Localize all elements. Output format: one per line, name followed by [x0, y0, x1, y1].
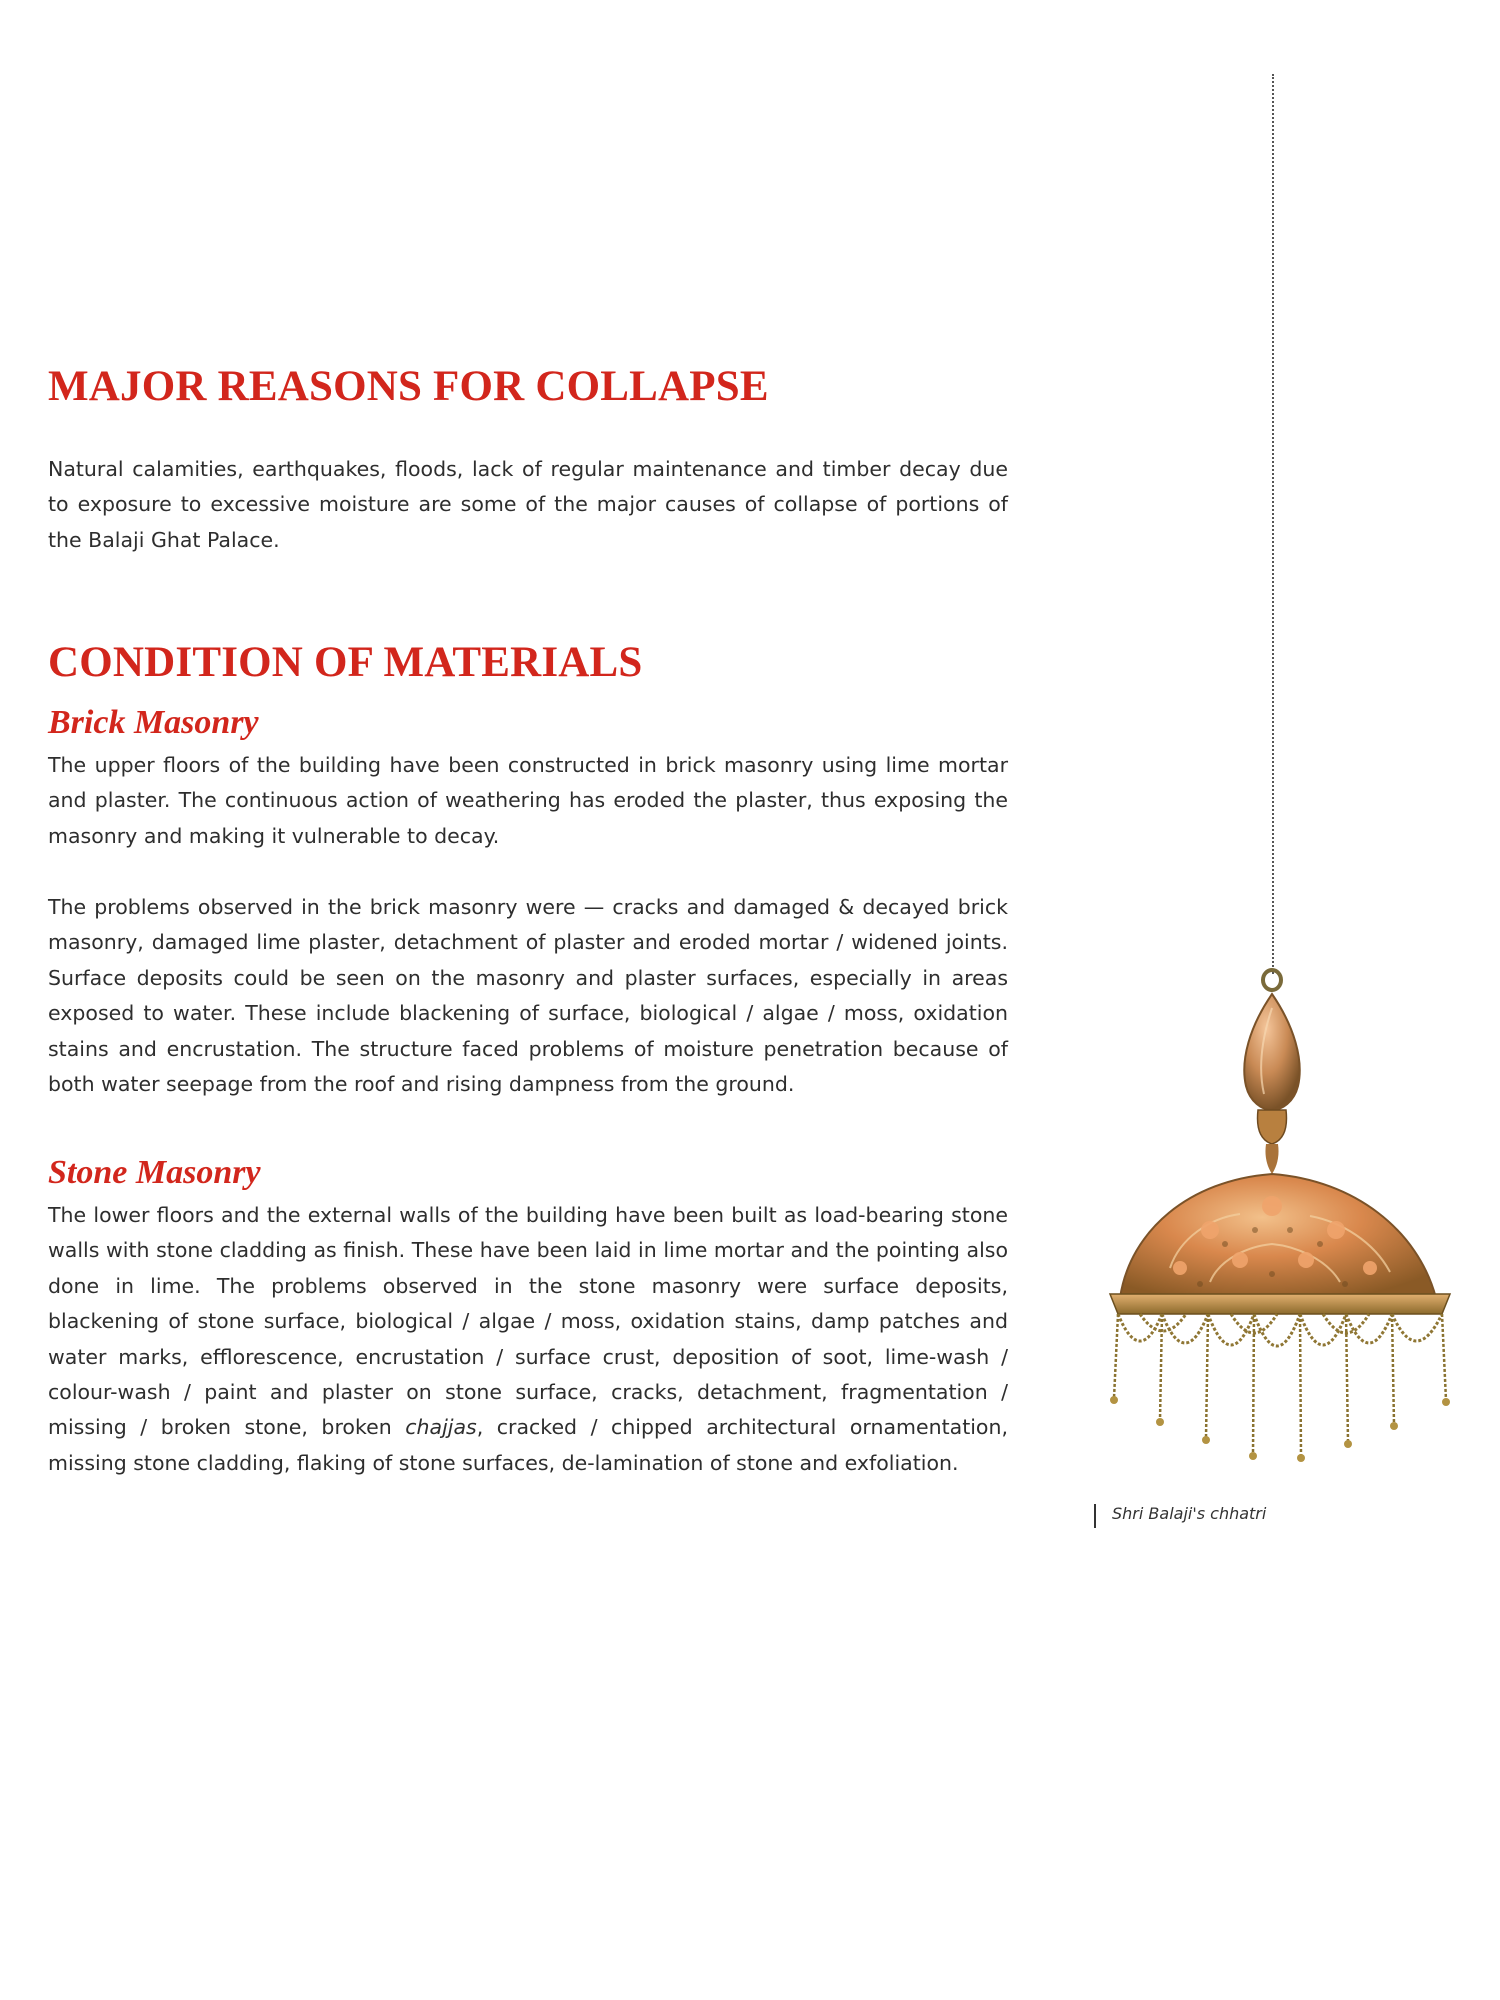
collapse-paragraph: Natural calamities, earthquakes, floods, lack of regular maintenance and timber decay due to exposure to excessive moisture are some of the major causes of collapse of portions of the Balaji Ghat Palace. — [48, 457, 1008, 552]
heading-major-reasons: MAJOR REASONS FOR COLLAPSE — [48, 363, 769, 410]
brick-paragraph-2: The problems observed in the brick masonry were — cracks and damaged & decayed brick masonry, damaged lime plaster, detachment of plaster and eroded mortar / widened joints. Surface deposits could be seen on the masonry and plaster surfaces, especially in areas exposed to water. These include blackening of surface, biological / algae / moss, oxidation stains and encrustation. The structure faced problems of moisture penetration because of both water seepage from the roof and rising dampness from the ground. — [48, 895, 1008, 1097]
hanging-chain-line — [1272, 74, 1274, 974]
hanging-chhatri-icon — [1090, 968, 1470, 1478]
chajjas-term: chajjas — [405, 1415, 477, 1440]
caption-bar — [1094, 1504, 1096, 1528]
stone-paragraph — [48, 1198, 1008, 1481]
heading-condition-of-materials: CONDITION OF MATERIALS — [48, 639, 643, 686]
brick-paragraph-1: The upper floors of the building have been constructed in brick masonry using lime mortar and plaster. The continuous action of weathering has eroded the plaster, thus exposing the masonry and making it vulnerable to decay. — [48, 753, 1008, 848]
stone-text-part-1: The lower floors and the external walls of the building have been built as load-bearing stone walls with stone cladding as finish. These have been laid in lime mortar and the pointing also done in lime. The problems observed in the stone masonry were surface deposits, blackening of stone surface, biological / algae / moss, oxidation stains, damp patches and water marks, efflorescence, encrustation / surface crust, deposition of soot, lime-wash / colour-wash / paint and plaster on stone surface, cracks, detachment, fragmentation / missing / broken stone, broken — [48, 1203, 1008, 1440]
subheading-brick-masonry: Brick Masonry — [48, 704, 259, 741]
subheading-stone-masonry: Stone Masonry — [48, 1154, 261, 1191]
figure-caption: Shri Balaji's chhatri — [1112, 1504, 1267, 1523]
stone-text-part-2: , cracked / chipped architectural ornamentation, missing stone cladding, flaking of stone surfaces, de-lamination of stone and exfoliation. — [48, 1415, 1008, 1475]
